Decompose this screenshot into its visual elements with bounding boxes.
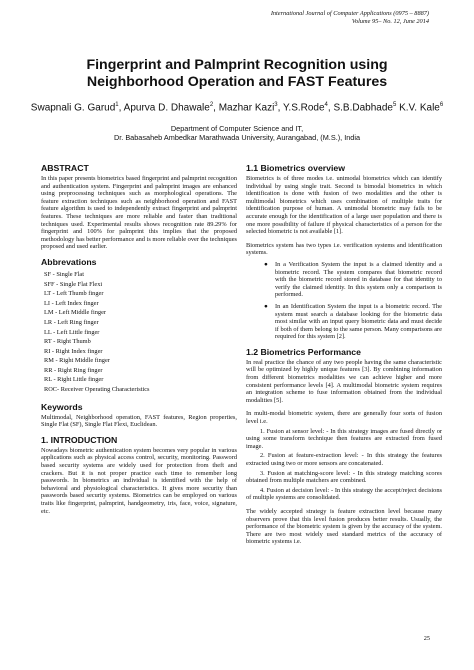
author-affiliation-mark: 4 (324, 102, 328, 108)
affiliation-university: Dr. Babasaheb Ambedkar Marathwada University, Aurangabad, (M.S.), India (113, 133, 361, 142)
introduction-text: Nowadays biometric authentication system becomes very popular in various applications such as physical access control, security, monitoring. Password based security systems are widely used for protection from theft and crackers. But it is not proper practice each time to remember long passwords. In biometrics an individual is identified with the help of behavioral and physiological characteristics. It gives more security than passwords based security systems. Biometrics can be employed on various traits like fingerprint, palmprint, handgeometry, iris, face, voice, signature, etc. (41, 446, 237, 515)
author-separator: , (277, 102, 284, 114)
performance-heading: 1.2 Biometrics Performance (246, 346, 361, 357)
abstract-text: In this paper presents biometrics based fingerprint and palmprint recognition and authentication system. Fingerprint and palmprint images are enhanced using preprocessing techniques such as morphological operations. The feature extraction techniques such as neighborhood operation and FAST feature algorithm is used to independently extract fingerprint and palmprint features. These techniques are more reliable and faster than traditional techniques used. Experimental results shows recognition rate 89.29% for fingerprint and 100% for palmprint this implies that the proposed methodology has better performance and is more reliable over the techniques proposed and used earlier. (41, 175, 237, 251)
bullet-icon: ● (264, 302, 268, 310)
author-name: Mazhar Kazi (218, 102, 275, 114)
right-column (246, 163, 442, 546)
title-line-2: Neighborhood Operation and FAST Features (86, 74, 388, 90)
abbreviations-list (44, 271, 237, 396)
journal-volume: Volume 95– No. 12, June 2014 (351, 18, 429, 25)
abstract-heading: ABSTRACT (41, 163, 89, 173)
overview-bullet-list (246, 261, 442, 341)
author-affiliation-mark: 3 (274, 102, 278, 108)
abbreviation-item: LL - Left Little finger (44, 328, 100, 336)
abbreviation-item: LI - Left Index finger (44, 299, 99, 307)
performance-paragraph-3: The widely accepted strategy is feature extraction level because many observers prove that this level fusion produces better results. Usually, the performance of the biometric system is given by the accuracy of the system. There are two most widely used standard metrics of the accuracy of biometric systems i.e. (246, 507, 442, 546)
bullet-text: In a Verification System the input is a claimed identity and a biometric record. The system compares that biometric record with the biometric record stored in database for that identity to verify the claimed identity. In this system only a comparison is performed. (275, 260, 442, 299)
abbreviation-item: RL - Right Little finger (44, 376, 104, 384)
abbreviation-item: RR - Right Ring finger (44, 366, 103, 374)
abbreviation-item: ROC- Receiver Operating Characteristics (44, 386, 150, 394)
paper-title (0, 57, 474, 91)
author-name: Swapnali G. Garud (30, 102, 116, 114)
keywords-heading: Keywords (41, 401, 83, 412)
list-item: 2. Fusion at feature-extraction level: - In this strategy the features extracted using two or more sensors are concatenated. (246, 452, 442, 467)
overview-heading: 1.1 Biometrics overview (246, 163, 345, 173)
list-item: 3. Fusion at matching-score level: - In this strategy matching scores obtained from multiple matchers are combined. (246, 469, 442, 485)
performance-paragraph-1: In real practice the chance of any two people having the same characteristic will be optimized by highly unique features [3]. By combining information from different biometrics modalities we can achieve higher and more consistent performance levels [4]. A multimodal biometric system requires an integration scheme to fuse information obtained from the individual modalities [5]. (246, 358, 442, 404)
performance-paragraph-2: In multi-modal biometric system, there are generally four sorts of fusion level i.e. (246, 410, 442, 426)
author-name: S.B.Dabhade (333, 102, 393, 114)
author-affiliation-mark: 5 (392, 102, 397, 108)
introduction-heading: 1. INTRODUCTION (41, 434, 118, 445)
author-name: Y.S.Rode (283, 102, 325, 114)
list-item (246, 303, 442, 341)
affiliation-department: Department of Computer Science and IT, (170, 124, 304, 133)
list-item: 4. Fusion at decision level: - In this strategy the accept/reject decisions of multiple systems are consolidated. (246, 486, 442, 502)
title-line-1: Fingerprint and Palmprint Recognition using (86, 57, 388, 73)
list-item: 1. Fusion at sensor level: - In this strategy images are fused directly or using some transform technique then features are extracted from fused image. (246, 427, 442, 450)
author-separator: , (118, 102, 124, 114)
journal-header (271, 10, 429, 26)
left-column (41, 163, 237, 515)
abbreviation-item: RT - Right Thumb (44, 338, 91, 346)
fusion-levels-list (246, 428, 442, 502)
abbreviation-item: SF - Single Flat (44, 270, 85, 278)
author-affiliation-mark: 6 (439, 102, 444, 108)
abbreviation-item: RI - Right Index finger (44, 347, 103, 355)
author-separator: , (213, 102, 219, 114)
abbreviation-item: LM - Left Middle finger (44, 309, 107, 317)
abbreviation-item: LT - Left Thumb finger (44, 290, 104, 298)
keywords-text: Multimodal, Neighborhood operation, FAST features, Region properties, Single Flat (SF), Single Flat Flexi, Euclidean. (41, 413, 237, 429)
bullet-icon: ● (264, 260, 268, 268)
list-item (246, 261, 442, 299)
abbreviations-heading: Abbrevations (41, 256, 97, 267)
author-affiliation-mark: 2 (209, 102, 214, 108)
journal-name: International Journal of Computer Applications (0975 – 8887) (270, 10, 429, 17)
author-affiliation-mark: 1 (115, 102, 119, 108)
overview-paragraph-2: Biometrics system has two types i.e. verification systems and identification systems. (246, 241, 442, 257)
overview-paragraph-1: Biometrics is of three modes i.e. unimodal biometrics which can identify individual by using single trait. Second is bimodal biometrics in which identification is done with fusion of two modalities and the other is multimodal biometrics which uses combination of multiple traits for identification purpose of human. A unimodal biometric may fails to be accurate enough for the identification of a large user population and there is one more possibility of failure if physical characteristics of a person for the selected biometric is not available [1]. (246, 175, 442, 236)
abbreviation-item: RM - Right Middle finger (44, 357, 110, 365)
author-name: Apurva D. Dhawale (123, 102, 210, 114)
page-number: 25 (423, 635, 430, 642)
abbreviation-item: LR - Left Ring finger (44, 318, 99, 326)
author-list (30, 99, 444, 114)
affiliation (0, 124, 474, 142)
author-separator: , (327, 102, 334, 114)
abbreviation-item: SFF - Single Flat Flexi (44, 280, 103, 288)
author-name: K.V. Kale (399, 102, 440, 114)
bullet-text: In an Identification System the input is a biometric record. The system must search a database looking for the biometric data most similar with an input query biometric data and must decide if both of them belong to the same person. Many comparisons are required for this system [2]. (275, 302, 442, 341)
